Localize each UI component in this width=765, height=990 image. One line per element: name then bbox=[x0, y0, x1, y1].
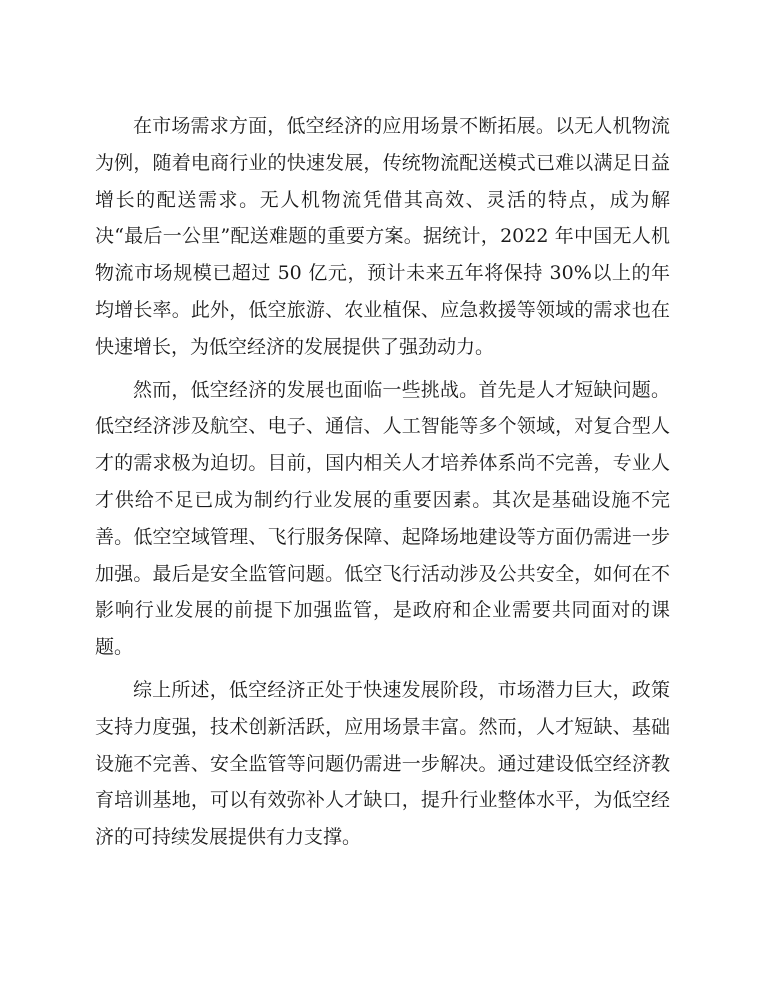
paragraph-market-demand: 在市场需求方面，低空经济的应用场景不断拓展。以无人机物流为例，随着电商行业的快速发展，传统物流配送模式已难以满足日益增长的配送需求。无人机物流凭借其高效、灵活的特点，成为解决“最后一公里”配送难题的重要方案。据统计，2022 年中国无人机物流市场规模已超过 50 亿元，预计未来五年将保持 30%以上的年均增长率。此外，低空旅游、农业植保、应急救援等领域的需求也在快速增长，为低空经济的发展提供了强劲动力。 bbox=[95, 115, 670, 358]
document-body bbox=[95, 108, 670, 862]
paragraph-conclusion: 综上所述，低空经济正处于快速发展阶段，市场潜力巨大，政策支持力度强，技术创新活跃，应用场景丰富。然而，人才短缺、基础设施不完善、安全监管等问题仍需进一步解决。通过建设低空经济教育培训基地，可以有效弥补人才缺口，提升行业整体水平，为低空经济的可持续发展提供有力支撑。 bbox=[95, 678, 670, 849]
paragraph-challenges: 然而，低空经济的发展也面临一些挑战。首先是人才短缺问题。低空经济涉及航空、电子、通信、人工智能等多个领域，对复合型人才的需求极为迫切。目前，国内相关人才培养体系尚不完善，专业人才供给不足已成为制约行业发展的重要因素。其次是基础设施不完善。低空空域管理、飞行服务保障、起降场地建设等方面仍需进一步加强。最后是安全监管问题。低空飞行活动涉及公共安全，如何在不影响行业发展的前提下加强监管，是政府和企业需要共同面对的课题。 bbox=[95, 378, 670, 659]
